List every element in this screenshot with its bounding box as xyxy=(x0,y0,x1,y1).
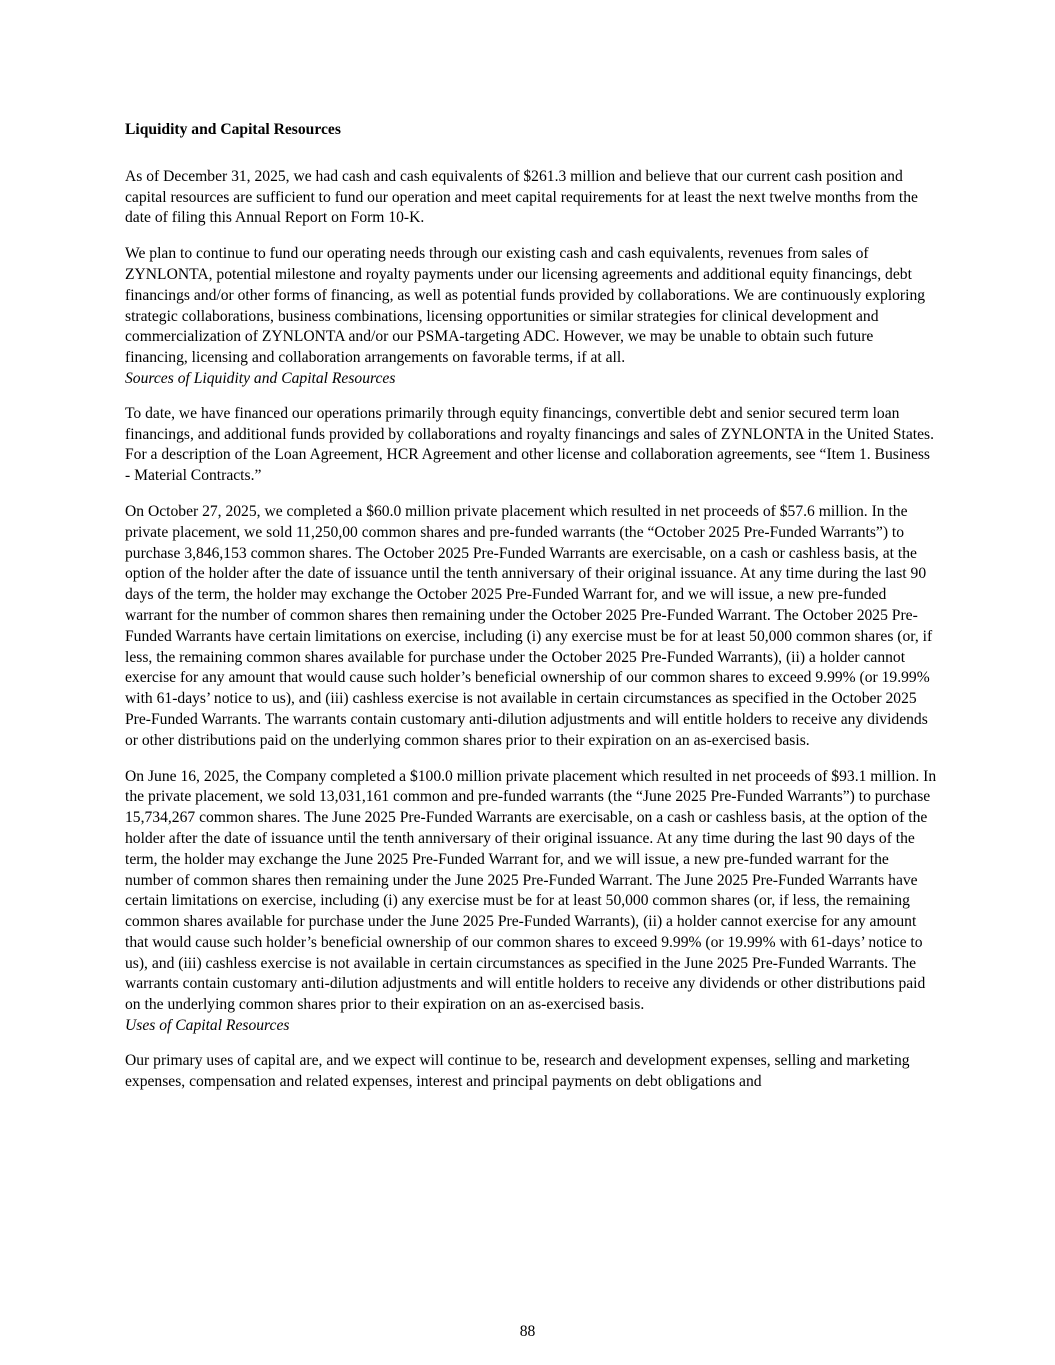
paragraph-capital-uses: Our primary uses of capital are, and we expect will continue to be, research and development expenses, selling and marketing expenses, compensation and related expenses, interest and principal payments on debt obligations and xyxy=(125,1051,910,1090)
subheading-uses: Uses of Capital Resources xyxy=(125,1017,290,1035)
paragraph-october-placement: On October 27, 2025, we completed a $60.0 million private placement which resulted in net proceeds of $57.6 million. In the private placement, we sold 11,250,00 common shares and pre-funded warrants (the “October 2025 Pre-Funded Warrants”) to purchase 3,846,153 common shares. The October 2025 Pre-Funded Warrants are exercisable, on a cash or cashless basis, at the option of the holder after the date of issuance until the tenth anniversary of their original issuance. At any time during the last 90 days of the term, the holder may exchange the October 2025 Pre-Funded Warrant for, and we will issue, a new pre-funded warrant for the number of common shares then remaining under the October 2025 Pre-Funded Warrant. The October 2025 Pre-Funded Warrants have certain limitations on exercise, including (i) any exercise must be for at least 50,000 common shares (or, if less, the remaining common shares available for purchase under the October 2025 Pre-Funded Warrants), (ii) a holder cannot exercise for any amount that would cause such holder’s beneficial ownership of our common shares to exceed 9.99% (or 19.99% with 61-days’ notice to us), and (iii) cashless exercise is not available in certain circumstances as specified in the October 2025 Pre-Funded Warrants. The warrants contain customary anti-dilution adjustments and will entitle holders to receive any dividends or other distributions paid on the underlying common shares prior to their expiration on an as-exercised basis. xyxy=(125,502,933,749)
page-content xyxy=(125,120,937,1092)
paragraph-funding-plans: We plan to continue to fund our operating needs through our existing cash and cash equivalents, revenues from sales of ZYNLONTA, potential milestone and royalty payments under our licensing agreements and additional equity financings, debt financings and/or other forms of financing, as well as potential funds provided by collaborations. We are continuously exploring strategic collaborations, business combinations, licensing opportunities or similar strategies for clinical development and commercialization of ZYNLONTA and/or our PSMA-targeting ADC. However, we may be unable to obtain such future financing, licensing and collaboration arrangements on favorable terms, if at all. xyxy=(125,245,926,367)
subheading-sources: Sources of Liquidity and Capital Resources xyxy=(125,369,396,387)
page-number: 88 xyxy=(519,1323,536,1340)
paragraph-financing-history: To date, we have financed our operations primarily through equity financings, convertible debt and senior secured term loan financings, and additional funds provided by collaborations and royalty financings and sales of ZYNLONTA in the United States. For a description of the Loan Agreement, HCR Agreement and other license and collaboration agreements, see “Item 1. Business - Material Contracts.” xyxy=(125,404,935,485)
paragraph-june-placement: On June 16, 2025, the Company completed a $100.0 million private placement which resulted in net proceeds of $93.1 million. In the private placement, we sold 13,031,161 common and pre-funded warrants (the “June 2025 Pre-Funded Warrants”) to purchase 15,734,267 common shares. The June 2025 Pre-Funded Warrants are exercisable, on a cash or cashless basis, at the option of the holder after the date of issuance until the tenth anniversary of their original issuance. At any time during the last 90 days of the term, the holder may exchange the June 2025 Pre-Funded Warrant for, and we will issue, a new pre-funded warrant for the number of common shares then remaining under the June 2025 Pre-Funded Warrant. The June 2025 Pre-Funded Warrants have certain limitations on exercise, including (i) any exercise must be for at least 50,000 common shares (or, if less, the remaining common shares available for purchase under the June 2025 Pre-Funded Warrants), (ii) a holder cannot exercise for any amount that would cause such holder’s beneficial ownership of our common shares to exceed 9.99% (or 19.99% with 61-days’ notice to us), and (iii) cashless exercise is not available in certain circumstances as specified in the June 2025 Pre-Funded Warrants. The warrants contain customary anti-dilution adjustments and will entitle holders to receive any dividends or other distributions paid on the underlying common shares prior to their expiration on an as-exercised basis. xyxy=(125,767,937,1014)
section-heading-liquidity: Liquidity and Capital Resources xyxy=(125,121,341,138)
paragraph-cash-position: As of December 31, 2025, we had cash and cash equivalents of $261.3 million and believe that our current cash position and capital resources are sufficient to fund our operation and meet capital requirements for at least the next twelve months from the date of filing this Annual Report on Form 10-K. xyxy=(125,167,918,227)
